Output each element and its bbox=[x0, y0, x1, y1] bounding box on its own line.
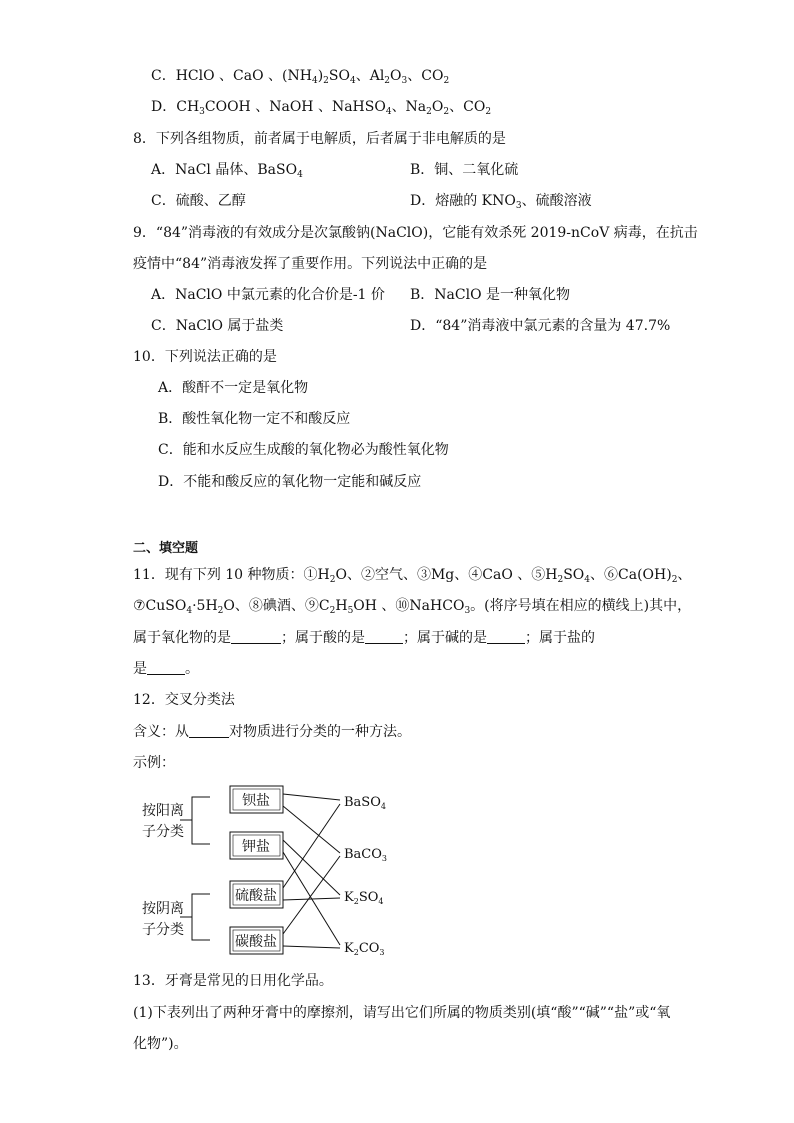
q9-option-c: C．NaClO 属于盐类 bbox=[151, 318, 284, 334]
q13-part1-line2: 化物”)。 bbox=[133, 1036, 188, 1052]
q10-option-a: A．酸酐不一定是氧化物 bbox=[158, 380, 309, 396]
cross-classification-diagram bbox=[130, 780, 400, 962]
q11-line2: $⑦CuSO_4\cdot 5H_2O$、⑧碘酒、$⑨C_2H_5OH$ 、⑩NaHCO$_3$。(将序号填在相应的横线上)其中， bbox=[133, 598, 692, 616]
box-label-barium: 钡盐 bbox=[242, 793, 270, 809]
anion-group-label-2: 子分类 bbox=[142, 922, 184, 938]
q9-stem-line1: 9．“84”消毒液的有效成分是次氯酸钠(NaClO)，它能有效杀死 2019-nCoV 病毒，在抗击 bbox=[133, 225, 698, 241]
q11-line1: 11．现有下列 10 种物质：$①H_2O$、②空气、③Mg、④CaO 、$⑤H_2SO_4$、$⑥Ca(OH)_2$、 bbox=[133, 567, 692, 585]
q8-stem: 8．下列各组物质，前者属于电解质，后者属于非电解质的是 bbox=[133, 131, 506, 147]
q10-option-c: C．能和水反应生成酸的氧化物必为酸性氧化物 bbox=[158, 442, 449, 458]
q8-option-b: B．铜、二氧化硫 bbox=[410, 162, 519, 178]
q9-stem-line2: 疫情中“84”消毒液发挥了重要作用。下列说法中正确的是 bbox=[133, 256, 488, 272]
q13-stem: 13．牙膏是常见的日用化学品。 bbox=[133, 973, 333, 989]
q9-option-b: B．NaClO 是一种氧化物 bbox=[410, 287, 571, 303]
q9-option-a: A．NaClO 中氯元素的化合价是-1 价 bbox=[151, 287, 385, 303]
formula-baco3: BaCO$_3$ bbox=[344, 847, 388, 863]
link-carbonate-k2co3 bbox=[283, 946, 340, 948]
answer-blank-meaning[interactable] bbox=[189, 723, 229, 738]
formula-baso4: BaSO$_4$ bbox=[344, 795, 386, 811]
anion-group-label-1: 按阴离 bbox=[142, 901, 184, 917]
box-label-potassium: 钾盐 bbox=[242, 839, 270, 855]
box-label-carbonate: 碳酸盐 bbox=[235, 934, 277, 950]
q8-option-d: D．熔融的 $KNO_3$、硫酸溶液 bbox=[410, 193, 592, 211]
q8-option-a: A．NaCl 晶体、BaSO$_4$ bbox=[151, 162, 303, 180]
box-label-sulfate: 硫酸盐 bbox=[235, 888, 277, 904]
section-title: 二、填空题 bbox=[133, 541, 199, 556]
anion-bracket bbox=[192, 894, 210, 940]
answer-blank-base[interactable] bbox=[487, 629, 525, 644]
q10-stem: 10．下列说法正确的是 bbox=[133, 349, 277, 365]
answer-blank-salt[interactable] bbox=[147, 660, 185, 675]
formula-k2co3: $K_2CO_3$ bbox=[344, 941, 385, 957]
answer-blank-oxide[interactable] bbox=[231, 629, 281, 644]
link-barium-baso4 bbox=[283, 794, 340, 800]
q7-option-d: D．$CH_3COOH$ 、NaOH 、NaHSO$_4$、$Na_2O_2$、$CO_2$ bbox=[151, 99, 492, 117]
cation-bracket bbox=[192, 797, 210, 844]
answer-blank-acid[interactable] bbox=[365, 629, 403, 644]
q9-option-d: D．“84”消毒液中氯元素的含量为 47.7% bbox=[410, 318, 671, 334]
q7-option-c: C．HClO 、CaO 、$(NH_4)_2SO_4$、$Al_2O_3$、$CO_2$ bbox=[151, 68, 450, 86]
cation-group-label-1: 按阳离 bbox=[142, 803, 184, 819]
q11-line3: 属于氧化物的是 ；属于酸的是 ；属于碱的是 ；属于盐的 bbox=[133, 630, 595, 646]
q12-stem: 12．交叉分类法 bbox=[133, 692, 235, 708]
q10-option-b: B．酸性氧化物一定不和酸反应 bbox=[158, 411, 351, 427]
q8-option-c: C．硫酸、乙醇 bbox=[151, 193, 246, 209]
cation-group-label-2: 子分类 bbox=[142, 824, 184, 840]
q12-meaning: 含义：从 对物质进行分类的一种方法。 bbox=[133, 724, 411, 740]
q11-line4: 是 。 bbox=[133, 661, 199, 677]
formula-k2so4: $K_2SO_4$ bbox=[344, 890, 384, 906]
q13-part1-line1: (1)下表列出了两种牙膏中的摩擦剂，请写出它们所属的物质类别(填“酸”“碱”“盐”或“氧 bbox=[133, 1005, 671, 1021]
q12-example-label: 示例： bbox=[133, 755, 175, 771]
q10-option-d: D．不能和酸反应的氧化物一定能和碱反应 bbox=[158, 474, 422, 490]
